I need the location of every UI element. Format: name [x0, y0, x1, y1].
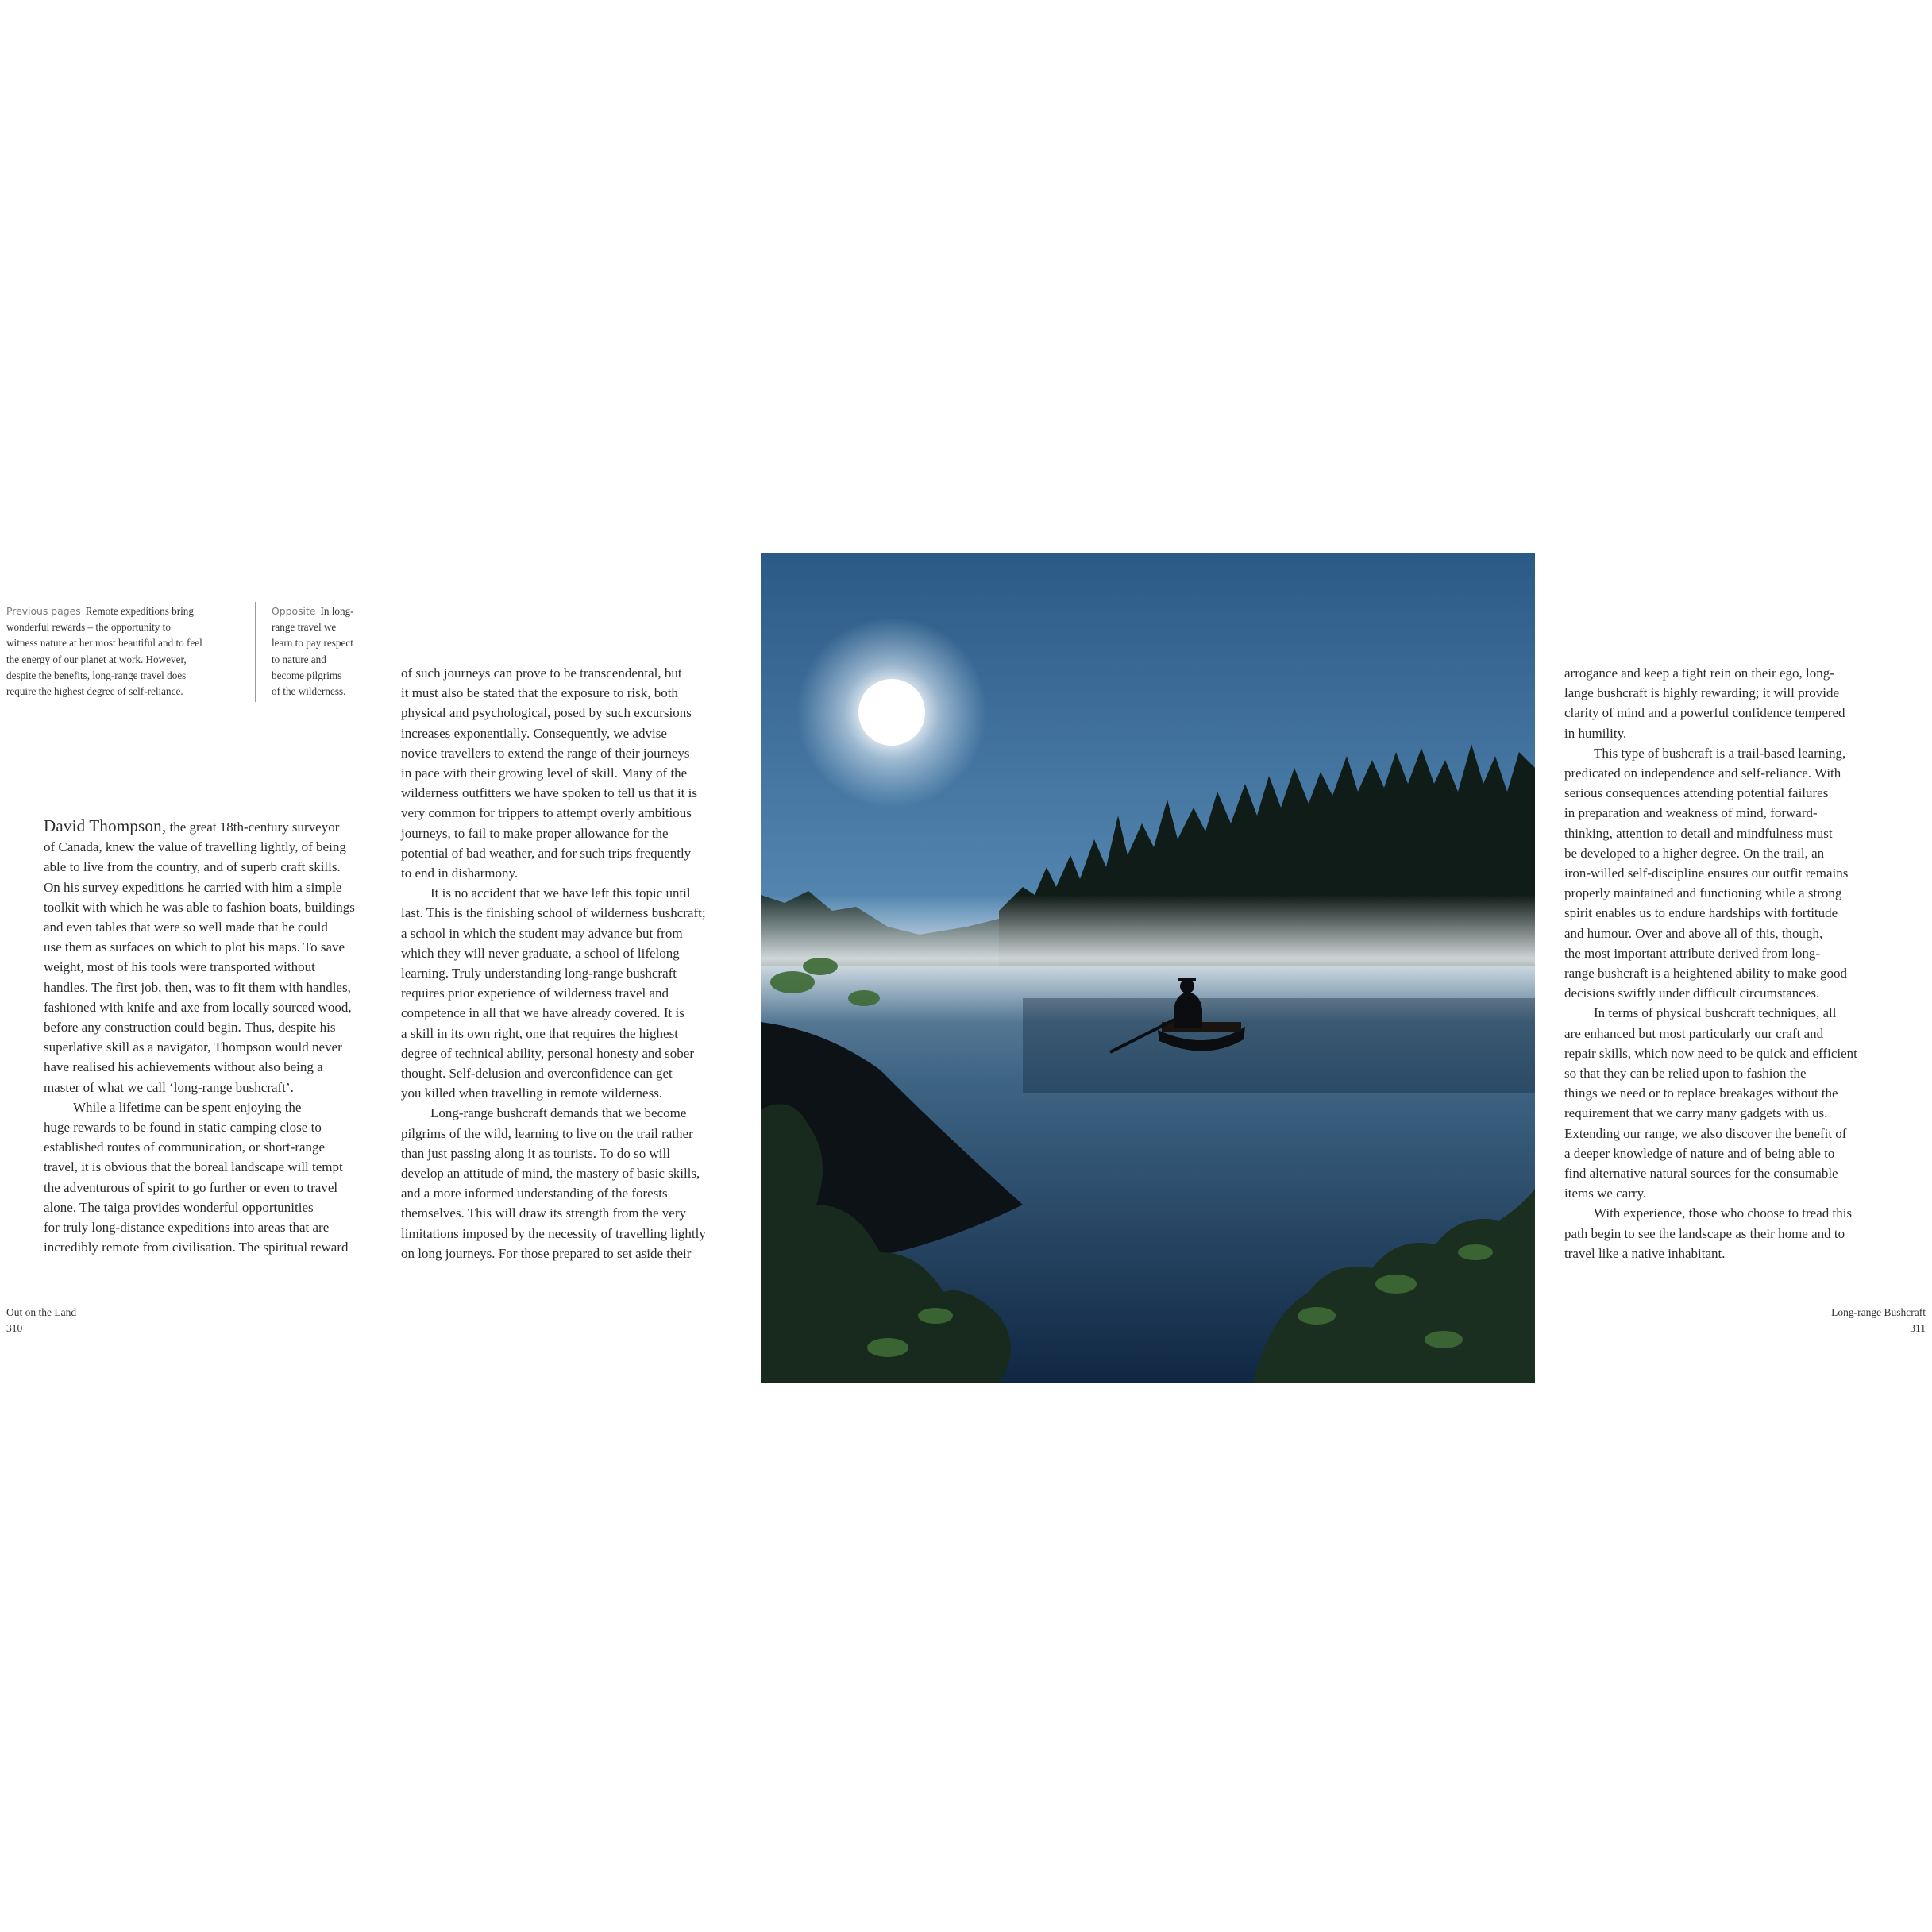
folio-right — [1831, 1305, 1926, 1336]
page-number-right: 311 — [1910, 1322, 1926, 1334]
body-line: a school in which the student may advance but from — [401, 925, 683, 941]
running-head-right: Long-range Bushcraft — [1831, 1306, 1926, 1318]
body-line: repair skills, which now need to be quick and efficient — [1564, 1045, 1857, 1061]
caption-line: despite the benefits, long-range travel does — [6, 669, 187, 681]
caption-line: become pilgrims — [272, 669, 342, 681]
body-line: very common for trippers to attempt overly ambitious — [401, 805, 692, 821]
body-column-2 — [401, 663, 706, 1263]
body-line: learning. Truly understanding long-range bushcraft — [401, 966, 677, 981]
body-line: competence in all that we have already covered. It is — [401, 1005, 684, 1021]
body-line: serious consequences attending potential failures — [1564, 785, 1829, 801]
body-line: a deeper knowledge of nature and of being able to — [1564, 1145, 1835, 1161]
body-line: able to live from the country, and of superb craft skills. — [44, 859, 341, 875]
body-line: travel like a native inhabitant. — [1564, 1245, 1726, 1261]
body-line: spirit enables us to endure hardships with fortitude — [1564, 905, 1838, 921]
caption-line: require the highest degree of self-reliance. — [6, 685, 183, 698]
body-line: With experience, those who choose to tread this — [1594, 1205, 1853, 1221]
body-line: of Canada, knew the value of travelling lightly, of being — [44, 839, 346, 855]
body-line: thinking, attention to detail and mindfulness must — [1564, 825, 1833, 841]
body-line: you killed when travelling in remote wilderness. — [401, 1086, 663, 1101]
folio-left — [6, 1305, 76, 1336]
page-number-left: 310 — [6, 1322, 23, 1334]
body-line: things we need or to replace breakages without the — [1564, 1086, 1838, 1101]
body-line: physical and psychological, posed by such excursions — [401, 705, 692, 721]
caption-divider — [255, 602, 256, 702]
body-line: be developed to a higher degree. On the trail, an — [1564, 845, 1825, 861]
body-line: a skill in its own right, one that requires the highest — [401, 1025, 678, 1041]
body-line: potential of bad weather, and for such trips frequently — [401, 845, 692, 861]
body-line: incredibly remote from civilisation. The spiritual reward — [44, 1240, 349, 1255]
body-line: predicated on independence and self-reliance. With — [1564, 765, 1841, 781]
body-line: than just passing along it as tourists. To do so will — [401, 1145, 670, 1161]
caption-line: Remote expeditions bring — [85, 605, 194, 617]
body-line: requirement that we carry many gadgets with us. — [1564, 1105, 1828, 1121]
body-line: of such journeys can prove to be transcendental, but — [401, 665, 682, 681]
body-line: and a more informed understanding of the forests — [401, 1186, 668, 1201]
body-line: It is no accident that we have left this topic until — [430, 885, 691, 901]
body-line: limitations imposed by the necessity of travelling lightly — [401, 1225, 706, 1241]
body-line: decisions swiftly under difficult circumstances. — [1564, 985, 1820, 1001]
body-line: degree of technical ability, personal honesty and sober — [401, 1045, 694, 1061]
body-line: arrogance and keep a tight rein on their ego, long- — [1564, 665, 1834, 681]
body-line: use them as surfaces on which to plot his maps. To save — [44, 939, 345, 955]
body-line: toolkit with which he was able to fashion boats, buildings — [44, 899, 355, 915]
body-line: find alternative natural sources for the consumable — [1564, 1166, 1838, 1182]
body-line: the most important attribute derived from long- — [1564, 945, 1820, 961]
caption-line: to nature and — [272, 653, 326, 665]
body-line: pilgrims of the wild, learning to live on the trail rather — [401, 1125, 693, 1141]
body-line: While a lifetime can be spent enjoying the — [73, 1099, 302, 1115]
body-line: iron-willed self-discipline ensures our outfit remains — [1564, 866, 1849, 881]
body-line: In terms of physical bushcraft techniques, all — [1594, 1005, 1837, 1021]
body-line: On his survey expeditions he carried with him a simple — [44, 879, 342, 895]
body-line: properly maintained and functioning while a strong — [1564, 885, 1842, 901]
body-line: last. This is the finishing school of wilderness bushcraft; — [401, 905, 706, 921]
body-line: before any construction could begin. Thus, despite his — [44, 1020, 336, 1035]
body-line: requires prior experience of wilderness travel and — [401, 985, 669, 1001]
body-line: established routes of communication, or short-range — [44, 1140, 326, 1155]
canoe-lake-photo — [761, 553, 1535, 1383]
body-column-4 — [1564, 663, 1857, 1263]
body-line: clarity of mind and a powerful confidence tempered — [1564, 705, 1845, 721]
body-line: so that they can be relied upon to fashion the — [1564, 1066, 1807, 1082]
body-line: develop an attitude of mind, the mastery of basic skills, — [401, 1166, 700, 1182]
caption-lead: Opposite — [272, 605, 316, 617]
photo-illustration — [761, 553, 1535, 1383]
body-line: for truly long-distance expeditions into areas that are — [44, 1220, 330, 1236]
body-line: weight, most of his tools were transported without — [44, 959, 315, 975]
body-line: path begin to see the landscape as their home and to — [1564, 1225, 1845, 1241]
lead-name: David Thompson, — [44, 816, 167, 835]
body-line: novice travellers to extend the range of their journeys — [401, 745, 690, 761]
body-line: This type of bushcraft is a trail-based learning, — [1594, 745, 1846, 761]
caption-line: of the wilderness. — [272, 685, 346, 698]
body-line: David Thompson, the great 18th-century surveyor — [44, 816, 340, 835]
body-line: themselves. This will draw its strength from the very — [401, 1205, 686, 1221]
body-line: lange bushcraft is highly rewarding; it will provide — [1564, 685, 1840, 701]
body-line: handles. The first job, then, was to fit them with handles, — [44, 979, 351, 995]
body-line: are enhanced but most particularly our craft and — [1564, 1025, 1824, 1041]
body-line: travel, it is obvious that the boreal landscape will tempt — [44, 1159, 343, 1175]
caption-line: In long- — [320, 605, 354, 617]
body-line: huge rewards to be found in static camping close to — [44, 1120, 322, 1136]
body-line: alone. The taiga provides wonderful opportunities — [44, 1199, 314, 1215]
body-line: items we carry. — [1564, 1186, 1647, 1201]
body-line: the adventurous of spirit to go further or even to travel — [44, 1179, 338, 1195]
body-line: range bushcraft is a heightened ability to make good — [1564, 966, 1847, 981]
body-line: which they will never graduate, a school of lifelong — [401, 945, 680, 961]
body-line: Extending our range, we also discover the benefit of — [1564, 1125, 1847, 1141]
caption-lead: Previous pages — [6, 605, 81, 617]
caption-line: range travel we — [272, 621, 337, 634]
body-line: on long journeys. For those prepared to set aside their — [401, 1245, 692, 1261]
body-line: and even tables that were so well made that he could — [44, 920, 328, 935]
caption-line: wonderful rewards – the opportunity to — [6, 621, 171, 634]
body-line: in humility. — [1564, 725, 1627, 741]
body-line: wilderness outfitters we have spoken to tell us that it is — [401, 785, 697, 801]
body-line: superlative skill as a navigator, Thompson would never — [44, 1039, 342, 1055]
body-line: increases exponentially. Consequently, we advise — [401, 725, 667, 741]
caption-previous-pages — [6, 604, 202, 700]
body-line: have realised his achievements without also being a — [44, 1059, 323, 1075]
caption-opposite — [272, 604, 354, 700]
caption-line: witness nature at her most beautiful and to feel — [6, 637, 202, 650]
body-line: and humour. Over and above all of this, though, — [1564, 925, 1823, 941]
body-line: master of what we call ‘long-range bushcraft’. — [44, 1079, 294, 1095]
body-line: thought. Self-delusion and overconfidence can get — [401, 1066, 673, 1082]
running-head-left: Out on the Land — [6, 1306, 77, 1318]
caption-line: the energy of our planet at work. However, — [6, 653, 187, 665]
body-column-1 — [44, 816, 355, 1257]
body-line: to end in disharmony. — [401, 866, 519, 881]
body-line: fashioned with knife and axe from locally sourced wood, — [44, 999, 352, 1015]
body-line: in preparation and weakness of mind, forward- — [1564, 805, 1818, 821]
caption-line: learn to pay respect — [272, 637, 353, 650]
body-line: it must also be stated that the exposure to risk, both — [401, 685, 678, 701]
body-line: journeys, to fail to make proper allowance for the — [401, 825, 669, 841]
body-line: in pace with their growing level of skill. Many of the — [401, 765, 688, 781]
body-line: Long-range bushcraft demands that we become — [430, 1105, 687, 1121]
